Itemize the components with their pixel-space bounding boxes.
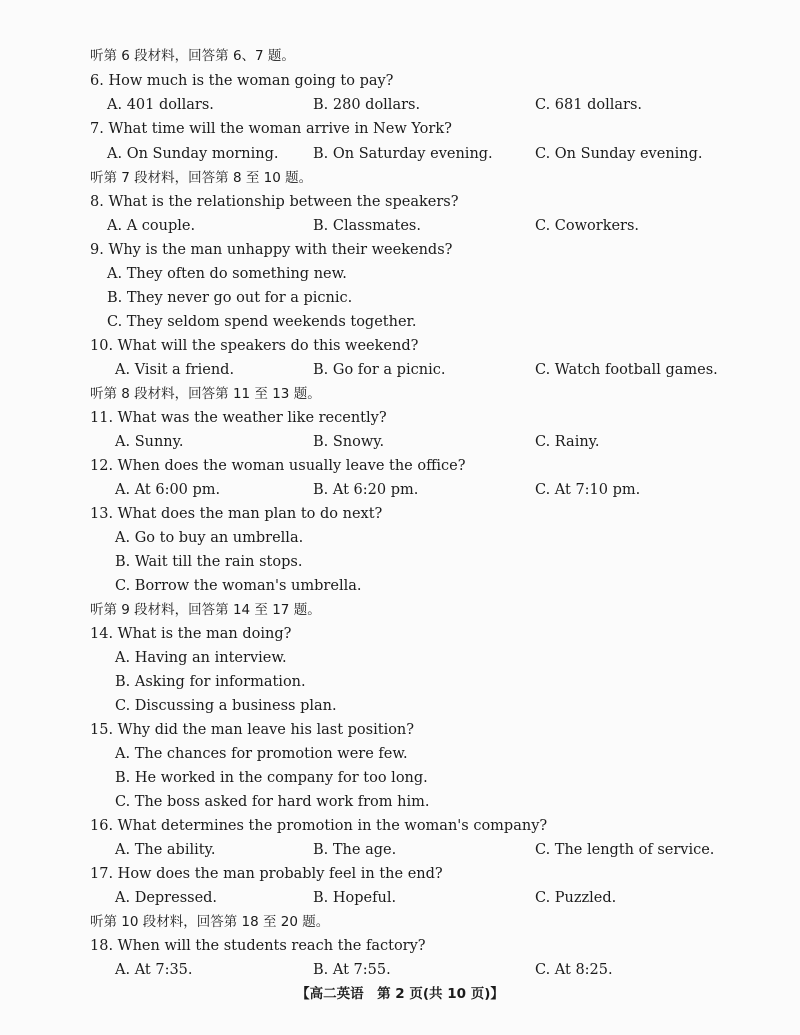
option-c: C. Borrow the woman's umbrella.	[115, 578, 362, 594]
section-header	[0, 45, 800, 67]
question-stem: 9. Why is the man unhappy with their weekends?	[90, 242, 453, 258]
option-b: B. They never go out for a picnic.	[107, 290, 353, 306]
options-13-c	[0, 575, 800, 597]
section-header	[0, 911, 800, 933]
option-b: B. On Saturday evening.	[313, 146, 493, 162]
option-a: A. 401 dollars.	[107, 97, 214, 113]
option-c: C. They seldom spend weekends together.	[107, 314, 417, 330]
options-16	[0, 839, 800, 861]
options-14-a	[0, 647, 800, 669]
options-10	[0, 359, 800, 381]
question-stem: 10. What will the speakers do this weekend?	[90, 338, 419, 354]
question-8	[0, 191, 800, 213]
question-12	[0, 455, 800, 477]
section-8-instruction: 听第 8 段材料，回答第 11 至 13 题。	[90, 386, 321, 402]
option-b: B. At 6:20 pm.	[313, 482, 419, 498]
question-stem: 6. How much is the woman going to pay?	[90, 73, 394, 89]
question-6	[0, 70, 800, 92]
option-c: C. Watch football games.	[535, 362, 718, 378]
option-c: C. Discussing a business plan.	[115, 698, 337, 714]
section-9-instruction: 听第 9 段材料，回答第 14 至 17 题。	[90, 602, 321, 618]
option-a: A. Visit a friend.	[115, 362, 235, 378]
options-17	[0, 887, 800, 909]
section-header	[0, 383, 800, 405]
option-b: B. Hopeful.	[313, 890, 397, 906]
options-9-a	[0, 263, 800, 285]
options-7	[0, 143, 800, 165]
question-stem: 11. What was the weather like recently?	[90, 410, 387, 426]
options-15-a	[0, 743, 800, 765]
options-13-a	[0, 527, 800, 549]
question-16	[0, 815, 800, 837]
option-c: C. At 7:10 pm.	[535, 482, 641, 498]
option-b: B. At 7:55.	[313, 962, 391, 978]
page-footer: 【高二英语 第 2 页(共 10 页)】	[296, 986, 504, 1002]
option-a: A. Having an interview.	[115, 650, 287, 666]
options-15-c	[0, 791, 800, 813]
options-9-b	[0, 287, 800, 309]
option-c: C. 681 dollars.	[535, 97, 642, 113]
option-c: C. The boss asked for hard work from him.	[115, 794, 430, 810]
option-c: C. Puzzled.	[535, 890, 617, 906]
question-stem: 14. What is the man doing?	[90, 626, 292, 642]
question-15	[0, 719, 800, 741]
question-stem: 18. When will the students reach the factory?	[90, 938, 426, 954]
option-b: B. Go for a picnic.	[313, 362, 446, 378]
options-14-c	[0, 695, 800, 717]
question-stem: 13. What does the man plan to do next?	[90, 506, 383, 522]
question-stem: 17. How does the man probably feel in the end?	[90, 866, 443, 882]
option-b: B. Snowy.	[313, 434, 385, 450]
options-11	[0, 431, 800, 453]
options-8	[0, 215, 800, 237]
question-18	[0, 935, 800, 957]
option-b: B. The age.	[313, 842, 397, 858]
question-11	[0, 407, 800, 429]
option-a: A. The chances for promotion were few.	[115, 746, 408, 762]
option-b: B. Wait till the rain stops.	[115, 554, 303, 570]
options-6	[0, 94, 800, 116]
section-7-instruction: 听第 7 段材料，回答第 8 至 10 题。	[90, 170, 313, 186]
option-a: A. They often do something new.	[107, 266, 347, 282]
option-a: A. Go to buy an umbrella.	[115, 530, 304, 546]
question-9	[0, 239, 800, 261]
options-14-b	[0, 671, 800, 693]
options-9-c	[0, 311, 800, 333]
question-10	[0, 335, 800, 357]
option-a: A. Depressed.	[115, 890, 218, 906]
options-18	[0, 959, 800, 981]
option-c: C. Coworkers.	[535, 218, 640, 234]
question-stem: 15. Why did the man leave his last position?	[90, 722, 415, 738]
option-a: A. The ability.	[115, 842, 216, 858]
option-b: B. He worked in the company for too long.	[115, 770, 428, 786]
option-a: A. Sunny.	[115, 434, 184, 450]
option-a: A. A couple.	[107, 218, 196, 234]
option-b: B. 280 dollars.	[313, 97, 421, 113]
section-6-instruction: 听第 6 段材料，回答第 6、7 题。	[90, 48, 295, 64]
option-c: C. At 8:25.	[535, 962, 613, 978]
options-13-b	[0, 551, 800, 573]
option-c: C. On Sunday evening.	[535, 146, 703, 162]
section-10-instruction: 听第 10 段材料，回答第 18 至 20 题。	[90, 914, 330, 930]
option-c: C. The length of service.	[535, 842, 715, 858]
options-12	[0, 479, 800, 501]
options-15-b	[0, 767, 800, 789]
question-stem: 7. What time will the woman arrive in New York?	[90, 121, 452, 137]
option-a: A. At 6:00 pm.	[115, 482, 221, 498]
question-stem: 16. What determines the promotion in the woman's company?	[90, 818, 548, 834]
option-b: B. Asking for information.	[115, 674, 306, 690]
question-stem: 8. What is the relationship between the speakers?	[90, 194, 459, 210]
question-17	[0, 863, 800, 885]
section-header	[0, 599, 800, 621]
option-a: A. At 7:35.	[115, 962, 193, 978]
question-13	[0, 503, 800, 525]
option-b: B. Classmates.	[313, 218, 421, 234]
option-a: A. On Sunday morning.	[107, 146, 279, 162]
question-14	[0, 623, 800, 645]
section-header	[0, 167, 800, 189]
question-7	[0, 118, 800, 140]
question-stem: 12. When does the woman usually leave the office?	[90, 458, 466, 474]
option-c: C. Rainy.	[535, 434, 600, 450]
